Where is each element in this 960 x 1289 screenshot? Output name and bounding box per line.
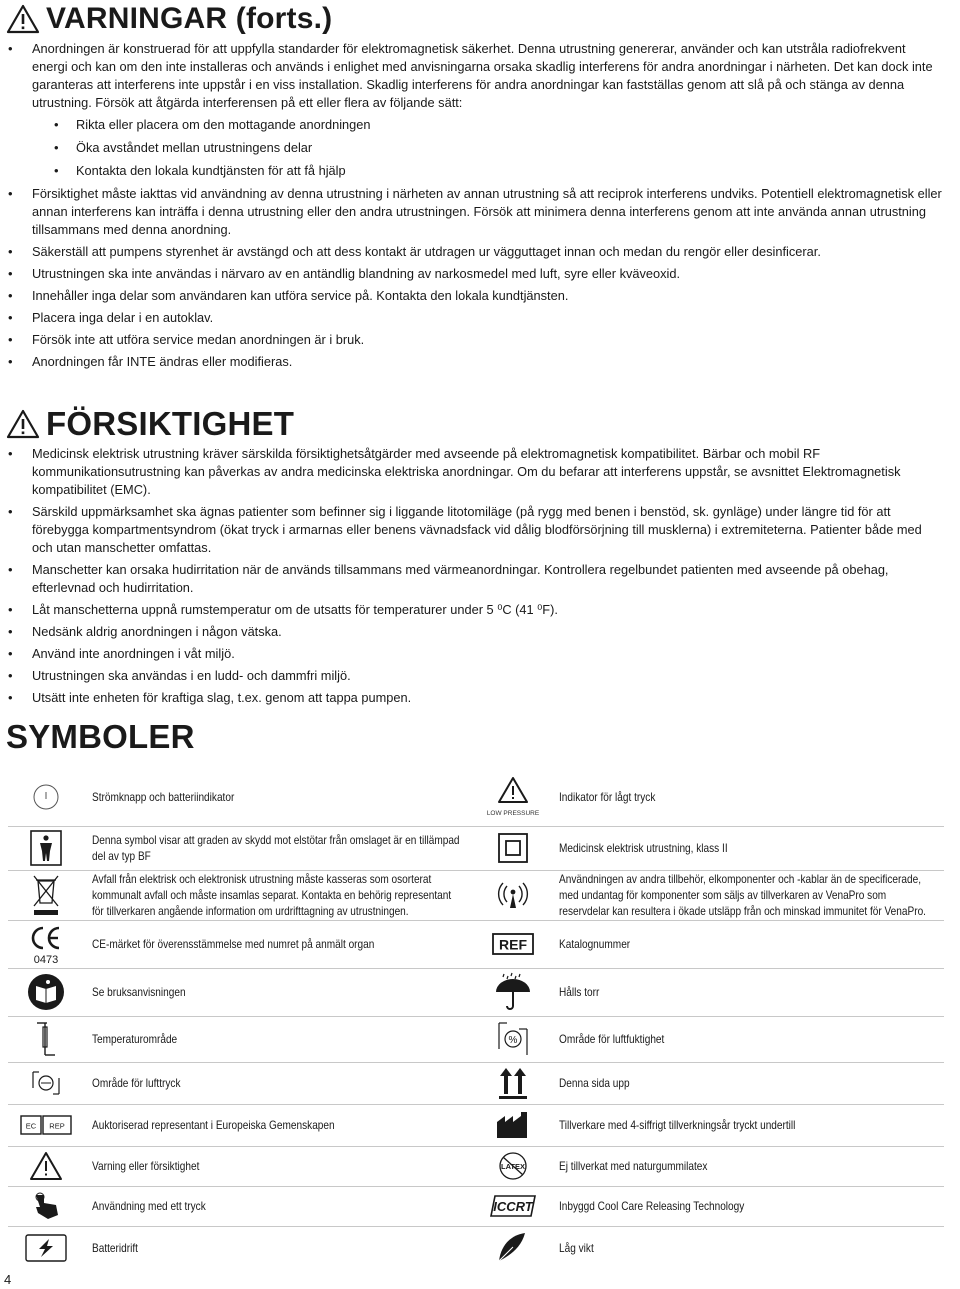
single-press-icon: [30, 1191, 62, 1221]
list-item: • Säkerställ att pumpens styrenhet är avstängd och att dess kontakt är utdragen ur vägguttaget innan och medan du rengör eller desinficerar.: [8, 243, 943, 261]
latex-free-icon: [493, 1151, 533, 1181]
symbol-description: Denna sida upp: [558, 1076, 630, 1090]
list-item: • Nedsänk aldrig anordningen i någon vätska.: [8, 623, 943, 641]
caution-list: [8, 445, 943, 707]
sub-list: [32, 116, 943, 180]
symbol-description: Ej tillverkat med naturgummilatex: [558, 1159, 708, 1173]
pressure-range-icon: [29, 1068, 63, 1098]
warning-item-text: Anordningen är konstruerad för att uppfylla standarder för elektromagnetisk säkerhet. Denna utrustning genererar, använder och kan utstråla radiofrekvent energi och kan om den inte installeras och används i enlighet med anvisningarna orsaka skadlig interferens för andra anordningar i närheten. Det kan dock inte garanteras att interferens inte uppstår i en viss installation. Skadlig interferens för andra anordningar kan fastställas genom att slå på och stänga av denna utrustning. Försök att åtgärda interferensen på ett eller flera av följande sätt:: [32, 41, 933, 110]
table-row: [8, 1226, 944, 1270]
symbol-description: Varning eller försiktighet: [92, 1159, 200, 1173]
feather-light-weight-icon: [493, 1231, 533, 1265]
symbol-description: Låg vikt: [558, 1241, 594, 1256]
iccrt-icon: [489, 1195, 537, 1217]
table-row: [8, 1062, 944, 1104]
list-item: • Öka avståndet mellan utrustningens delar: [32, 139, 943, 157]
icon-label: %: [508, 1035, 518, 1046]
symbol-description: Avfall från elektrisk och elektronisk utrustning måste kasseras som osorterat kommunalt avfall och måste insamlas separat. Kontakta en behörig representant för tillverkaren angående information om urdrifttagning av utrustningen.: [92, 872, 452, 918]
list-item: • Utrustningen ska användas i en ludd- och dammfri miljö.: [8, 667, 943, 685]
type-bf-applied-part-icon: [30, 830, 62, 866]
warnings-list: [8, 40, 943, 371]
read-manual-icon: [26, 972, 66, 1012]
icon-label: REF: [498, 936, 527, 953]
symbol-description: Användning med ett tryck: [92, 1199, 206, 1213]
icon-label: EC: [25, 1121, 37, 1131]
list-item: • Rikta eller placera om den mottagande anordningen: [32, 116, 943, 134]
class-ii-equipment-icon: [497, 832, 529, 864]
this-side-up-icon: [496, 1066, 530, 1100]
symbols-heading: [6, 718, 195, 756]
symbol-description: Denna symbol visar att graden av skydd mot elstötar från omslaget är en tillämpad del av typ BF: [92, 833, 460, 863]
symbol-description: Se bruksanvisningen: [92, 985, 186, 999]
table-row: [8, 1104, 944, 1146]
warnings-heading: [6, 2, 332, 36]
symbol-description: Tillverkare med 4-siffrigt tillverkningsår tryckt undertill: [558, 1118, 796, 1132]
warning-triangle-icon: [29, 1151, 63, 1181]
warning-triangle-icon: [6, 409, 40, 439]
power-button-icon: [31, 782, 61, 812]
list-item: • Placera inga delar i en autoklav.: [8, 309, 943, 327]
humidity-range-icon: [493, 1019, 533, 1059]
symbol-description: Indikator för lågt tryck: [558, 789, 656, 804]
list-item: • Försiktighet måste iakttas vid användning av denna utrustning i närheten av annan utrustning så att reciprok interferens undviks. Potentiell elektromagnetisk eller annan interferens kan inträffa i denna utrustning eller den andra utrustningen. Försök att minimera denna interferens genom att inte använda annan utrustning tillsammans med denna anordning.: [8, 185, 943, 239]
list-item: • Kontakta den lokala kundtjänsten för att få hjälp: [32, 162, 943, 180]
list-item: [8, 40, 943, 180]
symbol-description: CE-märket för överensstämmelse med numret på anmält organ: [92, 937, 375, 951]
icon-label: LOW PRESSURE: [486, 809, 540, 817]
symbol-description: Område för lufttryck: [92, 1076, 181, 1090]
list-item: • Utsätt inte enheten för kraftiga slag, t.ex. genom att tappa pumpen.: [8, 689, 943, 707]
symbol-description: Temperaturområde: [92, 1032, 178, 1046]
non-ionizing-radiation-icon: [495, 880, 531, 910]
symbol-description: Område för luftfuktighet: [558, 1032, 665, 1046]
symbol-description: Katalognummer: [558, 937, 630, 951]
manufacturer-factory-icon: [493, 1110, 533, 1140]
keep-dry-umbrella-icon: [492, 972, 534, 1012]
list-item: • Medicinsk elektrisk utrustning kräver särskilda försiktighetsåtgärder med avseende på elektromagnetisk kompatibilitet. Bärbar och mobil RF kommunikationsutrustning kan påverkas av andra medicinska elektriska anordningar. Om du befarar att interferens uppstår, se avsnittet Elektromagnetisk kompatibilitet (EMC).: [8, 445, 943, 499]
symbol-description: Medicinsk elektrisk utrustning, klass II: [558, 841, 728, 855]
caution-heading: [6, 405, 294, 443]
symbols-table: [8, 768, 944, 1270]
icon-label: LATEX: [500, 1162, 525, 1171]
table-row: [8, 768, 944, 826]
warnings-title: VARNINGAR (forts.): [46, 2, 333, 35]
ce-mark-icon: [23, 923, 69, 965]
icon-label: ICCRT: [493, 1199, 533, 1214]
symbol-description: Användningen av andra tillbehör, elkomponenter och -kablar än de specificerade, med undantag för komponenter som säljs av tillverkaren av VenaPro som reservdelar kan resultera i ökade utsläpp från och minskad immunitet för VenaPro.: [558, 872, 926, 918]
table-row: [8, 1146, 944, 1186]
table-row: [8, 870, 944, 920]
ref-catalog-icon: [492, 933, 534, 955]
list-item: • Särskild uppmärksamhet ska ägnas patienter som befinner sig i liggande litotomiläge (på rygg med benen i benstöd, sk. gynläge) under längre tid för att förebygga kompartmentsyndrom (ökat tryck i armarnas eller benens vävnadsfack vid dålig blodförsörjning till musklerna) i extremiteterna. Patienter både med och utan manschetter omfattas.: [8, 503, 943, 557]
symbol-description: Hålls torr: [558, 985, 600, 999]
list-item: • Utrustningen ska inte användas i närvaro av en antändlig blandning av narkosmedel med luft, syre eller kväveoxid.: [8, 265, 943, 283]
symbol-description: Inbyggd Cool Care Releasing Technology: [558, 1199, 745, 1213]
warning-triangle-icon: [6, 4, 40, 34]
table-row: [8, 1186, 944, 1226]
icon-label: REP: [49, 1121, 65, 1131]
table-row: [8, 968, 944, 1016]
list-item: • Använd inte anordningen i våt miljö.: [8, 645, 943, 663]
thermometer-icon: [31, 1019, 61, 1059]
symbol-description: Auktoriserad representant i Europeiska Gemenskapen: [92, 1118, 335, 1132]
list-item: • Manschetter kan orsaka hudirritation när de används tillsammans med värmeanordningar. Kontrollera regelbundet patienten med avseende på obehag, efterlevnad och hudirritation.: [8, 561, 943, 597]
table-row: [8, 826, 944, 870]
table-row: [8, 1016, 944, 1062]
list-item: • Försök inte att utföra service medan anordningen är i bruk.: [8, 331, 943, 349]
weee-crossed-bin-icon: [30, 873, 62, 917]
ec-rep-icon: [20, 1115, 72, 1135]
page-number: 4: [4, 1272, 12, 1287]
list-item: • Innehåller inga delar som användaren kan utföra service på. Kontakta den lokala kundtjänsten.: [8, 287, 943, 305]
low-pressure-warning-icon: [483, 774, 543, 820]
symbol-description: Batteridrift: [92, 1241, 138, 1256]
caution-title: FÖRSIKTIGHET: [46, 405, 295, 442]
battery-charge-icon: [25, 1234, 67, 1262]
symbols-title: SYMBOLER: [6, 718, 195, 755]
symbol-description: Strömknapp och batteriindikator: [92, 789, 235, 804]
table-row: [8, 920, 944, 968]
icon-label: 0473: [33, 954, 59, 965]
list-item: • Låt manschetterna uppnå rumstemperatur om de utsatts för temperaturer under 5 ⁰C (41 ⁰F).: [8, 601, 943, 619]
list-item: • Anordningen får INTE ändras eller modifieras.: [8, 353, 943, 371]
